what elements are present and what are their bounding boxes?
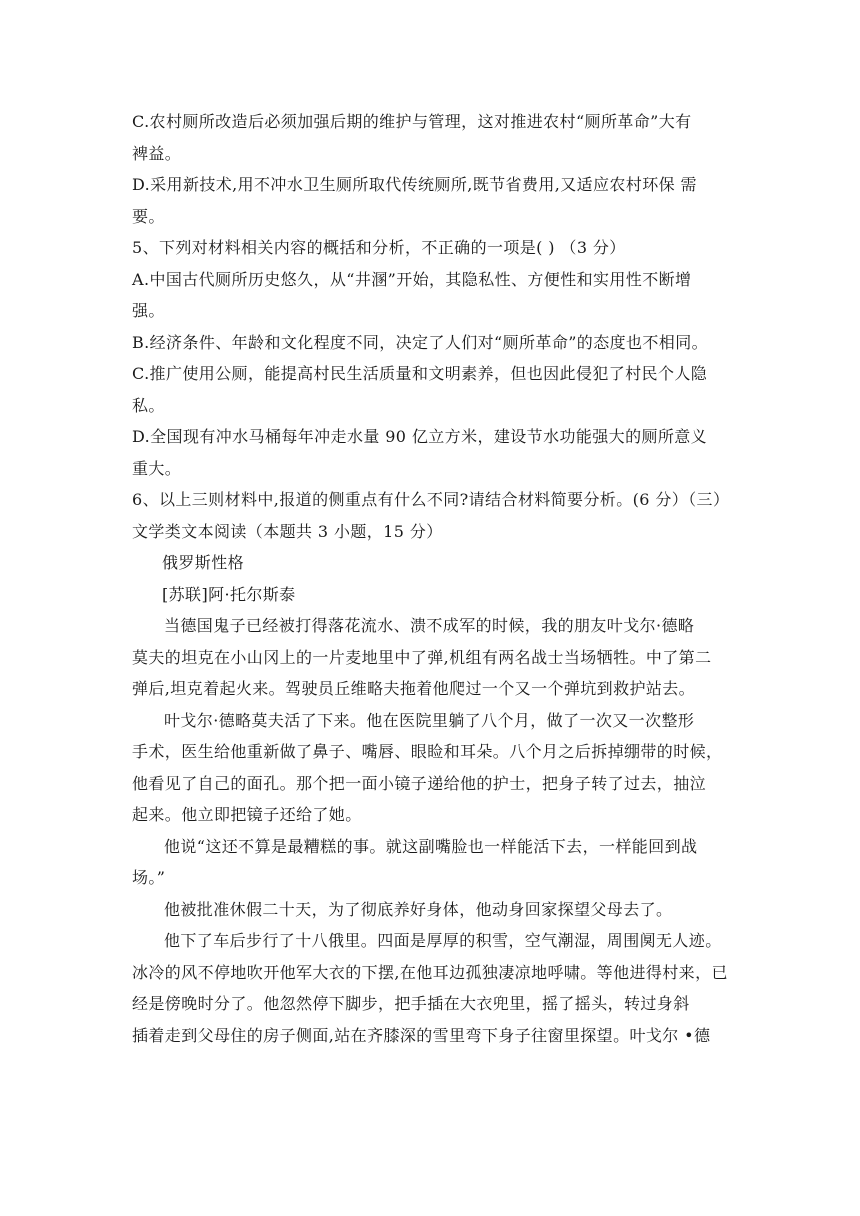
paragraph-line: 叶戈尔·德略莫夫活了下来。他在医院里躺了八个月，做了一次又一次整形 <box>164 710 695 730</box>
q5-option-c: C.推广使用公厕，能提高村民生活质量和文明素养，但也因此侵犯了村民个人隐 <box>132 364 708 383</box>
paragraph-line: 当德国鬼子已经被打得落花流水、溃不成军的时候，我的朋友叶戈尔·德略 <box>164 616 695 635</box>
paragraph-line: 起来。他立即把镜子还给了她。 <box>132 805 362 824</box>
paragraph-line: 弹后,坦克着起火来。驾驶员丘维略夫拖着他爬过一个又一个弹坑到救护站去。 <box>132 679 696 698</box>
q5-option-c-cont: 私。 <box>132 395 165 415</box>
paragraph-line: 莫夫的坦克在小山冈上的一片麦地里中了弹,机组有两名战士当场牺牲。中了第二 <box>132 647 712 667</box>
question-6: 6、以上三则材料中,报道的侧重点有什么不同?请结合材料简要分析。(6 分）（三） <box>132 490 730 509</box>
option-d-text: D.采用新技术,用不冲水卫生厕所取代传统厕所,既节省费用,又适应农村环保 需 <box>132 175 697 194</box>
question-5: 5、下列对材料相关内容的概括和分析，不正确的一项是( ) （3 分） <box>132 238 626 257</box>
paragraph-line: 他说“这还不算是最糟糕的事。就这副嘴脸也一样能活下去，一样能回到战 <box>164 836 698 856</box>
paragraph-line: 场。” <box>132 868 166 887</box>
paragraph-line: 手术，医生给他重新做了鼻子、嘴唇、眼睑和耳朵。八个月之后拆掉绷带的时候， <box>132 742 723 761</box>
paragraph-line: 他下了车后步行了十八俄里。四面是厚厚的积雪，空气潮湿，周围阒无人迹。 <box>164 931 722 950</box>
paragraph-line: 经是傍晚时分了。他忽然停下脚步，把手插在大衣兜里，摇了摇头，转过身斜 <box>132 994 690 1013</box>
q5-option-b: B.经济条件、年龄和文化程度不同，决定了人们对“厕所革命”的态度也不相同。 <box>132 332 709 352</box>
document-body <box>132 106 732 1051</box>
story-author: [苏联]阿·托尔斯泰 <box>162 584 296 604</box>
q5-option-d-cont: 重大。 <box>132 458 182 478</box>
paragraph-line: 插着走到父母住的房子侧面,站在齐膝深的雪里弯下身子往窗里探望。叶戈尔 •德 <box>132 1025 711 1045</box>
q5-option-a-cont: 强。 <box>132 301 165 320</box>
paragraph-line: 他看见了自己的面孔。那个把一面小镜子递给他的护士，把身子转了过去，抽泣 <box>132 773 707 793</box>
option-c-text-cont: 裨益。 <box>132 143 182 163</box>
option-c-text: C.农村厕所改造后必须加强后期的维护与管理，这对推进农村“厕所革命”大有 <box>132 112 692 131</box>
q5-option-a: A.中国古代厕所历史悠久，从“井溷”开始，其隐私性、方便性和实用性不断增 <box>132 269 692 289</box>
paragraph-line: 他被批准休假二十天，为了彻底养好身体，他动身回家探望父母去了。 <box>164 899 673 919</box>
option-d-text-cont: 要。 <box>132 206 165 226</box>
q5-option-d: D.全国现有冲水马桶每年冲走水量 90 亿立方米，建设节水功能强大的厕所意义 <box>132 427 708 446</box>
section-heading: 文学类文本阅读（本题共 3 小题，15 分） <box>132 521 443 541</box>
story-title: 俄罗斯性格 <box>162 553 245 572</box>
paragraph-line: 冰冷的风不停地吹开他军大衣的下摆,在他耳边孤独凄凉地呼啸。等他进得村来，已 <box>132 962 728 982</box>
